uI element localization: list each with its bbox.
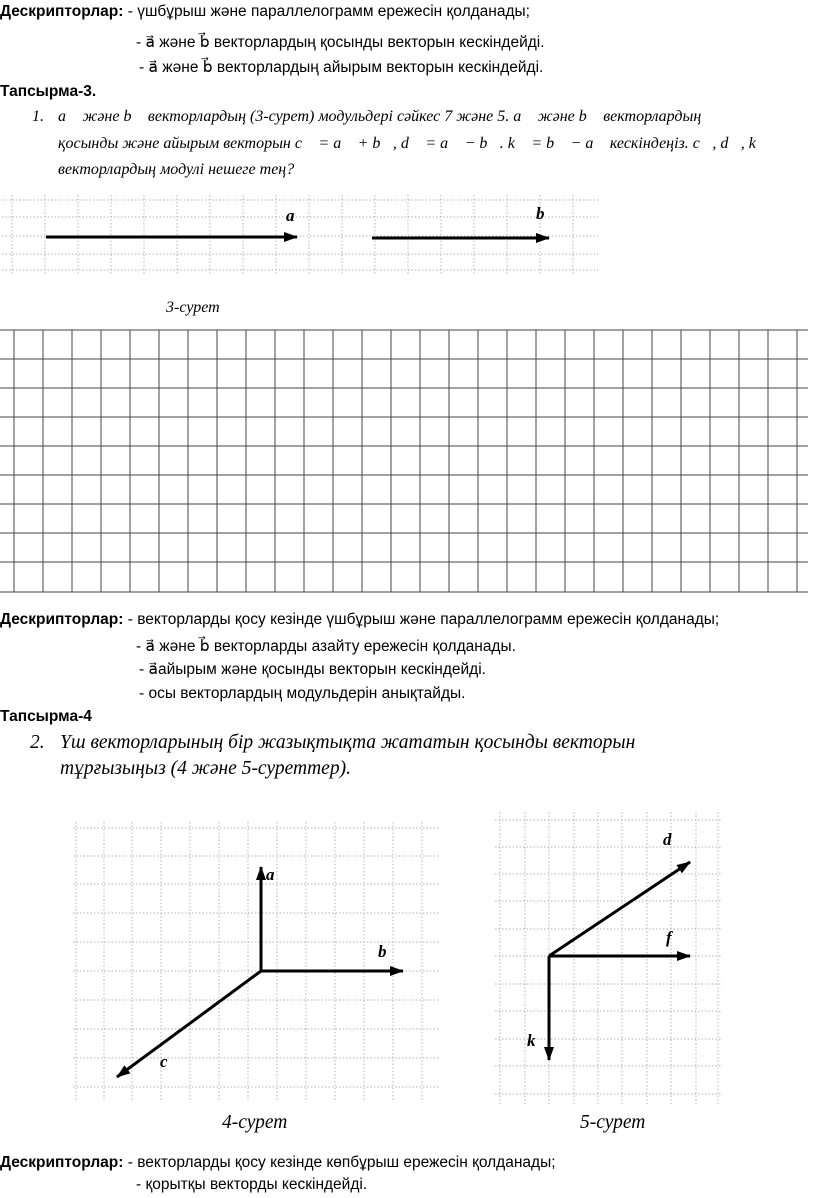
descriptors-2-line-4: - осы векторлардың модульдерін анықтайды.: [139, 685, 466, 702]
figure-5-label-f: f⃗: [666, 928, 685, 947]
task4-title: Тапсырма-4: [0, 708, 92, 725]
descriptors-1-line-3: - a⃗ және b⃗ векторлардың айырым векторын кескіндейді.: [139, 59, 544, 76]
descriptors-3-line-2: - қорытқы векторды кескіндейді.: [136, 1176, 368, 1193]
task3-text-line-2: қосынды және айырым векторын c⃗ = a⃗ + b⃗, d⃗ = a⃗ − b⃗. k⃗ = b⃗ − a⃗ кескіндеңіз. c⃗, d⃗, k⃗: [58, 135, 769, 152]
descriptors-2-line-2: - a⃗ және b⃗ векторларды азайту ережесін қолданады.: [136, 638, 516, 655]
figure-3-label-b: b⃗: [536, 204, 558, 223]
figure-3-label-a: a⃗: [286, 206, 308, 225]
task3-title: Тапсырма-3.: [0, 83, 97, 100]
descriptors-2-line-3: - a⃗айырым және қосынды векторын кескіндейді.: [139, 661, 486, 678]
task4-text-line-2: тұрғызыңыз (4 және 5-суреттер).: [60, 758, 351, 779]
descriptors-1-line-2: - a⃗ және b⃗ векторлардың қосынды векторын кескіндейді.: [136, 34, 545, 51]
figure-5-label-k: k⃗: [527, 1031, 549, 1050]
figure-4-caption: 4-сурет: [222, 1112, 288, 1133]
descriptors-1-text-1: - үшбұрыш және параллелограмм ережесін қолданады;: [123, 3, 530, 20]
task3-number: 1.: [32, 108, 44, 125]
figure-4-label-b: b⃗: [378, 942, 400, 961]
task4-text-line-1: Үш векторларының бір жазықтықта жататын қосынды векторын: [60, 732, 636, 753]
figure-4-label-c: c⃗: [160, 1052, 181, 1071]
descriptors-3-line-1: [0, 1153, 556, 1173]
task3-text-line-3: векторлардың модулі нешеге тең?: [58, 161, 295, 178]
figure-3-caption: 3-сурет: [166, 299, 220, 316]
task4-number: 2.: [30, 732, 45, 753]
descriptors-2-label: Дескрипторлар:: [0, 611, 124, 628]
figure-4-label-a: a⃗: [266, 865, 288, 884]
figure-5-caption: 5-сурет: [580, 1112, 646, 1133]
descriptors-1-label: Дескрипторлар:: [0, 3, 124, 20]
figure-5-label-d: d⃗: [663, 830, 685, 849]
descriptors-3-text-1: - векторларды қосу кезінде көпбұрыш ережесін қолданады;: [123, 1154, 556, 1171]
descriptors-3-label: Дескрипторлар:: [0, 1154, 124, 1171]
task3-text-line-1: a⃗ және b⃗ векторлардың (3-сурет) модульдері сәйкес 7 және 5. a⃗ және b⃗ векторлардың: [58, 108, 702, 125]
descriptors-2-text-1: - векторларды қосу кезінде үшбұрыш және параллелограмм ережесін қолданады;: [123, 611, 720, 628]
